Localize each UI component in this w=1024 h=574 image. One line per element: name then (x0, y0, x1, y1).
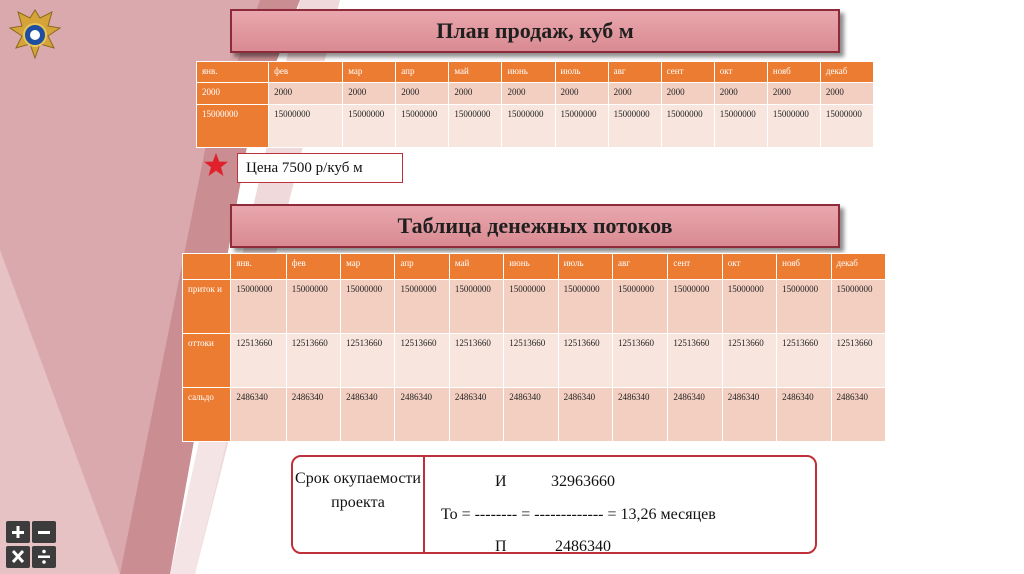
price-label: Цена 7500 р/куб м (237, 153, 403, 183)
table-cell: 15000000 (558, 280, 612, 334)
table-cell: 15000000 (231, 280, 286, 334)
table-cell: 15000000 (555, 105, 608, 148)
month-header: янв. (197, 62, 269, 83)
table-cell: 2486340 (777, 388, 831, 442)
table-cell: 15000000 (396, 105, 449, 148)
table-cell: 15000000 (449, 280, 503, 334)
table-cell: 15000000 (608, 105, 661, 148)
table-cell: 2486340 (504, 388, 558, 442)
cashflow-title: Таблица денежных потоков (230, 204, 840, 248)
table-cell: 2000 (396, 83, 449, 105)
eagle-emblem-icon (4, 4, 66, 66)
month-header: авг (612, 254, 667, 280)
sales-plan-title: План продаж, куб м (230, 9, 840, 53)
row-label: оттоки (183, 334, 231, 388)
table-cell: 12513660 (558, 334, 612, 388)
month-header: мар (343, 62, 396, 83)
month-header: декаб (820, 62, 873, 83)
table-cell: 2000 (449, 83, 502, 105)
table-cell: 12513660 (722, 334, 776, 388)
table-cell: 12513660 (504, 334, 558, 388)
table-cell: 15000000 (343, 105, 396, 148)
table-cell: 2486340 (722, 388, 776, 442)
numerator-symbol: И (495, 473, 507, 490)
denominator-symbol: П (495, 538, 507, 555)
table-cell: 2000 (820, 83, 873, 105)
sales-plan-table (196, 61, 874, 148)
table-cell: 2486340 (449, 388, 503, 442)
table-cell: 2000 (661, 83, 714, 105)
table-cell: 12513660 (777, 334, 831, 388)
table-cell: 2486340 (558, 388, 612, 442)
month-header: окт (722, 254, 776, 280)
table-cell: 12513660 (612, 334, 667, 388)
payback-formula: То = -------- = ------------- = 13,26 месяцев (441, 506, 716, 523)
table-cell: 15000000 (504, 280, 558, 334)
table-cell: 2000 (767, 83, 820, 105)
table-cell: 15000000 (449, 105, 502, 148)
table-cell: 15000000 (341, 280, 395, 334)
table-cell: 2486340 (341, 388, 395, 442)
table-cell: 12513660 (395, 334, 449, 388)
table-cell: 15000000 (286, 280, 340, 334)
table-cell: 2000 (343, 83, 396, 105)
table-cell: 15000000 (502, 105, 555, 148)
table-cell: 12513660 (231, 334, 286, 388)
month-header: нояб (767, 62, 820, 83)
month-header: сент (661, 62, 714, 83)
table-cell: 15000000 (831, 280, 886, 334)
month-header: авг (608, 62, 661, 83)
table-cell: 2486340 (395, 388, 449, 442)
row-label: приток и (183, 280, 231, 334)
month-header: апр (396, 62, 449, 83)
calculator-icon (6, 521, 56, 568)
month-header: апр (395, 254, 449, 280)
month-header: июль (558, 254, 612, 280)
table-cell: 2000 (502, 83, 555, 105)
table-cell: 2486340 (831, 388, 886, 442)
sales-plan-header-row (197, 62, 874, 83)
month-header: фев (286, 254, 340, 280)
month-header: май (449, 62, 502, 83)
cashflow-header-row (183, 254, 886, 280)
row-label: сальдо (183, 388, 231, 442)
inflow-row (183, 280, 886, 334)
table-cell: 2486340 (612, 388, 667, 442)
table-cell: 12513660 (286, 334, 340, 388)
month-header: июнь (504, 254, 558, 280)
month-header: янв. (231, 254, 286, 280)
table-cell: 2000 (714, 83, 767, 105)
table-cell: 15000000 (722, 280, 776, 334)
numerator-value: 32963660 (551, 473, 615, 490)
month-header: декаб (831, 254, 886, 280)
balance-row (183, 388, 886, 442)
table-cell: 15000000 (820, 105, 873, 148)
month-header: нояб (777, 254, 831, 280)
table-cell: 12513660 (668, 334, 722, 388)
star-icon (203, 152, 229, 178)
table-cell: 2000 (269, 83, 343, 105)
table-cell: 15000000 (612, 280, 667, 334)
table-cell: 15000000 (661, 105, 714, 148)
table-cell: 12513660 (449, 334, 503, 388)
month-header: мар (341, 254, 395, 280)
table-cell: 15000000 (767, 105, 820, 148)
table-cell: 15000000 (269, 105, 343, 148)
revenue-row (197, 105, 874, 148)
outflow-row (183, 334, 886, 388)
month-header: окт (714, 62, 767, 83)
table-cell: 2000 (608, 83, 661, 105)
month-header: фев (269, 62, 343, 83)
month-header: июнь (502, 62, 555, 83)
month-header: сент (668, 254, 722, 280)
table-cell: 15000000 (197, 105, 269, 148)
table-cell: 2000 (555, 83, 608, 105)
table-cell: 12513660 (341, 334, 395, 388)
denominator-value: 2486340 (555, 538, 611, 555)
table-cell: 12513660 (831, 334, 886, 388)
table-cell: 2486340 (668, 388, 722, 442)
table-cell: 2000 (197, 83, 269, 105)
payback-box (291, 455, 817, 554)
table-cell: 15000000 (395, 280, 449, 334)
cashflow-table (182, 253, 886, 442)
month-header: июль (555, 62, 608, 83)
month-header: май (449, 254, 503, 280)
payback-label: Срок окупаемости проекта (295, 470, 421, 511)
corner-cell (183, 254, 231, 280)
table-cell: 15000000 (668, 280, 722, 334)
table-cell: 2486340 (286, 388, 340, 442)
table-cell: 15000000 (777, 280, 831, 334)
volume-row (197, 83, 874, 105)
divider (423, 457, 425, 552)
table-cell: 15000000 (714, 105, 767, 148)
table-cell: 2486340 (231, 388, 286, 442)
